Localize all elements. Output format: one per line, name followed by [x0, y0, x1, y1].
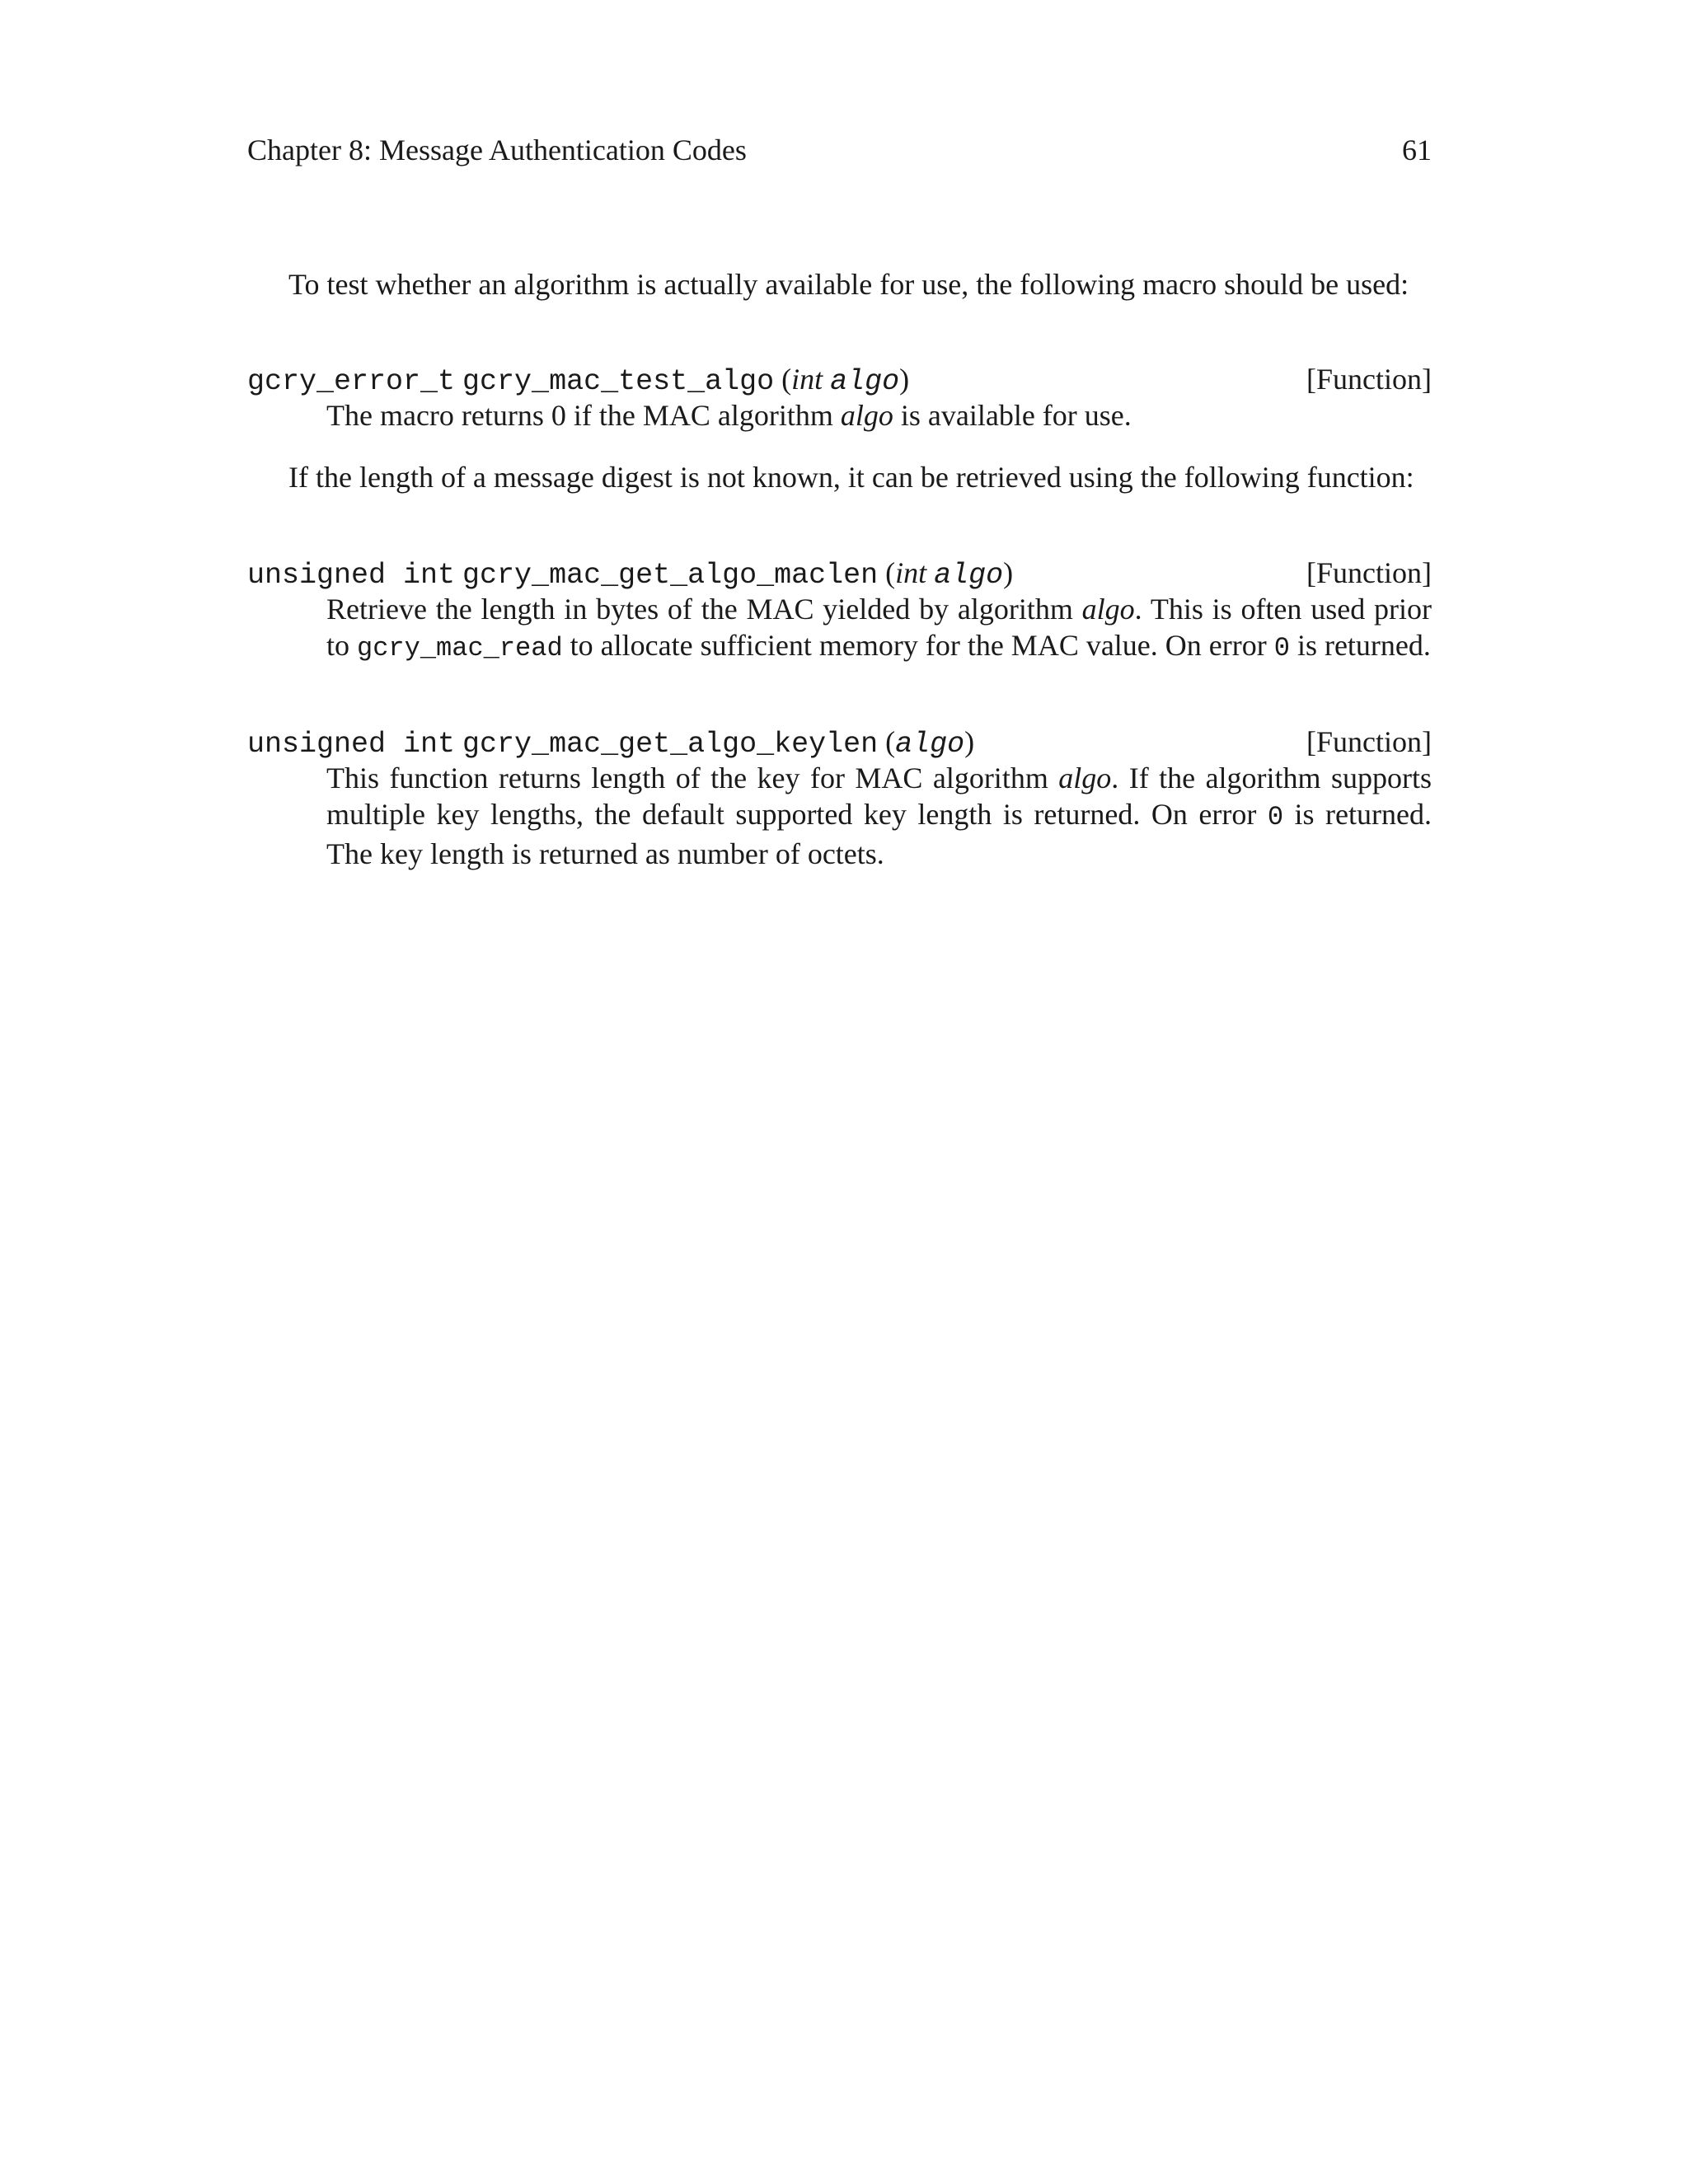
intro-paragraph-test-algo	[247, 266, 1432, 302]
description-text: This function returns length of the key for MAC algorithm	[326, 762, 1059, 794]
open-paren: (	[885, 725, 896, 758]
param-name: algo	[934, 559, 1004, 592]
function-definition-test-algo	[247, 361, 1432, 434]
page-number: 61	[1402, 134, 1432, 166]
description-text: The macro returns 0 if the MAC algorithm	[326, 399, 841, 432]
function-description	[326, 760, 1432, 872]
variable-ref: algo	[1081, 593, 1135, 626]
function-description	[326, 397, 1432, 434]
return-type: unsigned int	[247, 559, 456, 592]
function-category: [Function]	[1306, 363, 1432, 396]
function-name: gcry_mac_get_algo_keylen	[462, 728, 879, 761]
code-zero: 0	[1267, 802, 1284, 832]
function-signature	[247, 724, 974, 762]
close-paren: )	[899, 363, 910, 396]
function-category: [Function]	[1306, 556, 1432, 589]
description-text: to allocate sufficient memory for the MAC value. On error	[562, 629, 1274, 662]
variable-ref: algo	[840, 399, 893, 432]
open-paren: (	[885, 556, 896, 589]
description-text: is available for use.	[893, 399, 1132, 432]
function-signature-line	[247, 724, 1432, 760]
function-name: gcry_mac_test_algo	[462, 365, 775, 398]
function-signature-line	[247, 361, 1432, 397]
function-name: gcry_mac_get_algo_maclen	[462, 559, 879, 592]
intro-paragraph-maclen	[247, 459, 1432, 495]
function-description	[326, 591, 1432, 667]
function-category: [Function]	[1306, 725, 1432, 758]
description-text: is returned.	[1289, 629, 1431, 662]
function-definition-get-algo-maclen	[247, 555, 1432, 667]
description-text: . If the algorithm supports multiple key lengths, the default supported key length is returned. On error	[326, 762, 1432, 831]
description-text: Retrieve the length in bytes of the MAC yielded by algorithm	[326, 593, 1082, 626]
function-signature-line	[247, 555, 1432, 591]
close-paren: )	[1003, 556, 1014, 589]
description-text: is returned. The key length is returned as number of octets.	[326, 798, 1432, 870]
running-header	[247, 130, 1432, 170]
param-name: algo	[895, 728, 965, 761]
open-paren: (	[781, 363, 792, 396]
return-type: gcry_error_t	[247, 365, 456, 398]
function-signature	[247, 361, 909, 400]
param-type: int	[791, 363, 823, 396]
function-definition-get-algo-keylen	[247, 724, 1432, 872]
chapter-title: Chapter 8: Message Authentication Codes	[247, 134, 747, 166]
description-text: . This is often used prior to	[326, 593, 1432, 662]
param-type: int	[895, 556, 927, 589]
close-paren: )	[964, 725, 975, 758]
code-ref: gcry_mac_read	[357, 633, 563, 663]
paragraph-text: To test whether an algorithm is actually available for use, the following macro should be used:	[288, 268, 1409, 301]
function-signature	[247, 555, 1013, 593]
param-name: algo	[830, 365, 900, 398]
paragraph-text: If the length of a message digest is not known, it can be retrieved using the following function:	[288, 461, 1414, 494]
code-zero: 0	[1273, 633, 1290, 663]
variable-ref: algo	[1058, 762, 1112, 794]
return-type: unsigned int	[247, 728, 456, 761]
